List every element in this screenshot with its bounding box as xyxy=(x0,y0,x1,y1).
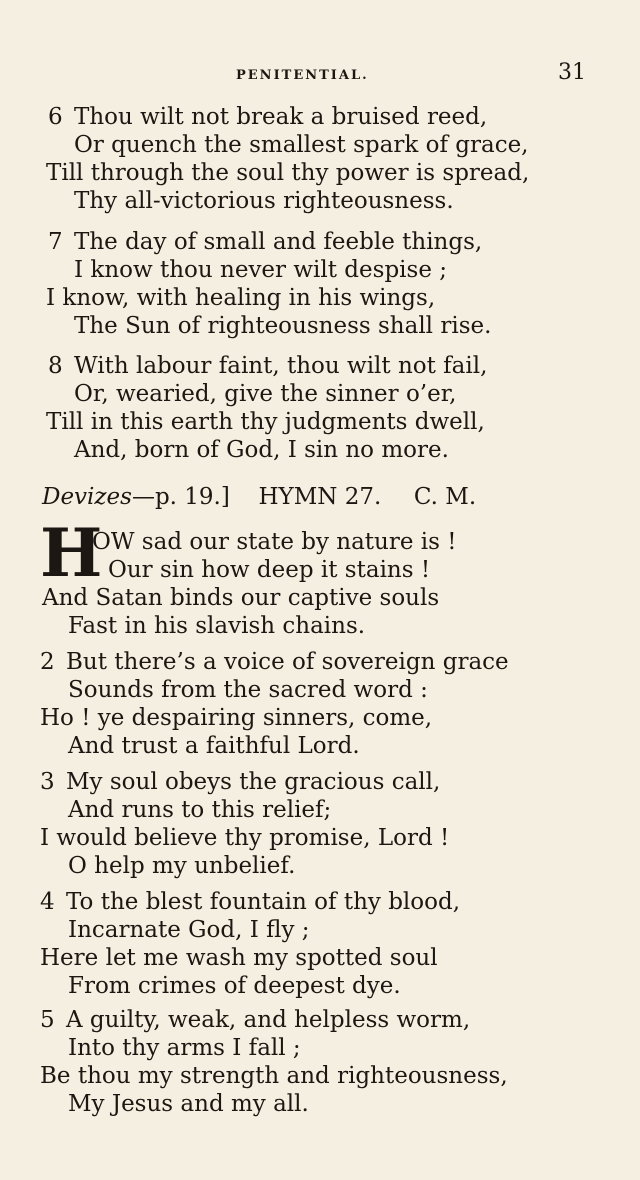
verse-number: 8 xyxy=(48,353,63,379)
verse-7-line-4: The Sun of righteousness shall rise. xyxy=(74,313,492,339)
verse-5-line-4: My Jesus and my all. xyxy=(68,1091,309,1117)
hymn-27-heading xyxy=(42,484,476,510)
page-number: 31 xyxy=(558,60,586,85)
verse-6-line-3: Till through the soul thy power is spread, xyxy=(46,160,530,186)
verse-2-line-4: And trust a faithful Lord. xyxy=(68,733,360,759)
verse-3-line-2: And runs to this relief; xyxy=(68,797,332,823)
verse-5-line-1: 5 A guilty, weak, and helpless worm, xyxy=(40,1007,471,1033)
verse-4-line-2: Incarnate God, I fly ; xyxy=(68,917,310,943)
verse-8-line-3: Till in this earth thy judgments dwell, xyxy=(46,409,485,435)
verse-5-line-3: Be thou my strength and righteousness, xyxy=(40,1063,508,1089)
verse-number: 2 xyxy=(40,649,55,675)
verse-3-line-1: 3 My soul obeys the gracious call, xyxy=(40,769,441,795)
verse-number: 5 xyxy=(40,1007,55,1033)
verse-2-line-2: Sounds from the sacred word : xyxy=(68,677,428,703)
verse-2-line-3: Ho ! ye despairing sinners, come, xyxy=(40,705,433,731)
verse-8-line-4: And, born of God, I sin no more. xyxy=(74,437,449,463)
verse-4-line-3: Here let me wash my spotted soul xyxy=(40,945,438,971)
verse-2-line-1: 2 But there’s a voice of sovereign grace xyxy=(40,649,509,675)
verse-7-line-1: 7 The day of small and feeble things, xyxy=(48,229,483,255)
verse-number: 7 xyxy=(48,229,63,255)
verse-5-line-2: Into thy arms I fall ; xyxy=(68,1035,301,1061)
verse-8-line-2: Or, wearied, give the sinner o’er, xyxy=(74,381,457,407)
hymn-title: HYMN 27. xyxy=(258,484,382,510)
running-head: PENITENTIAL. xyxy=(236,68,369,83)
verse-number: 4 xyxy=(40,889,55,915)
verse-1-line-3: And Satan binds our captive souls xyxy=(42,585,440,611)
drop-cap: H xyxy=(40,514,103,592)
verse-3-line-4: O help my unbelief. xyxy=(68,853,296,879)
verse-number: 3 xyxy=(40,769,55,795)
page-header xyxy=(0,60,640,96)
verse-6-line-1: 6 Thou wilt not break a bruised reed, xyxy=(48,104,488,130)
verse-1-line-4: Fast in his slavish chains. xyxy=(68,613,366,639)
verse-6-line-4: Thy all-victorious righteousness. xyxy=(74,188,454,214)
verse-6-line-2: Or quench the smallest spark of grace, xyxy=(74,132,529,158)
verse-1-line-1: OW sad our state by nature is ! xyxy=(92,529,457,555)
verse-7-line-3: I know, with healing in his wings, xyxy=(46,285,436,311)
verse-number: 6 xyxy=(48,104,63,130)
verse-3-line-3: I would believe thy promise, Lord ! xyxy=(40,825,450,851)
verse-1-line-2: Our sin how deep it stains ! xyxy=(108,557,431,583)
verse-7-line-2: I know thou never wilt despise ; xyxy=(74,257,447,283)
verse-4-line-4: From crimes of deepest dye. xyxy=(68,973,401,999)
verse-8-line-1: 8 With labour faint, thou wilt not fail, xyxy=(48,353,488,379)
tune-name: Devizes xyxy=(42,484,132,510)
tune-reference: —p. 19.] xyxy=(131,484,230,510)
verse-4-line-1: 4 To the blest fountain of thy blood, xyxy=(40,889,460,915)
hymn-meter: C. M. xyxy=(413,484,477,510)
